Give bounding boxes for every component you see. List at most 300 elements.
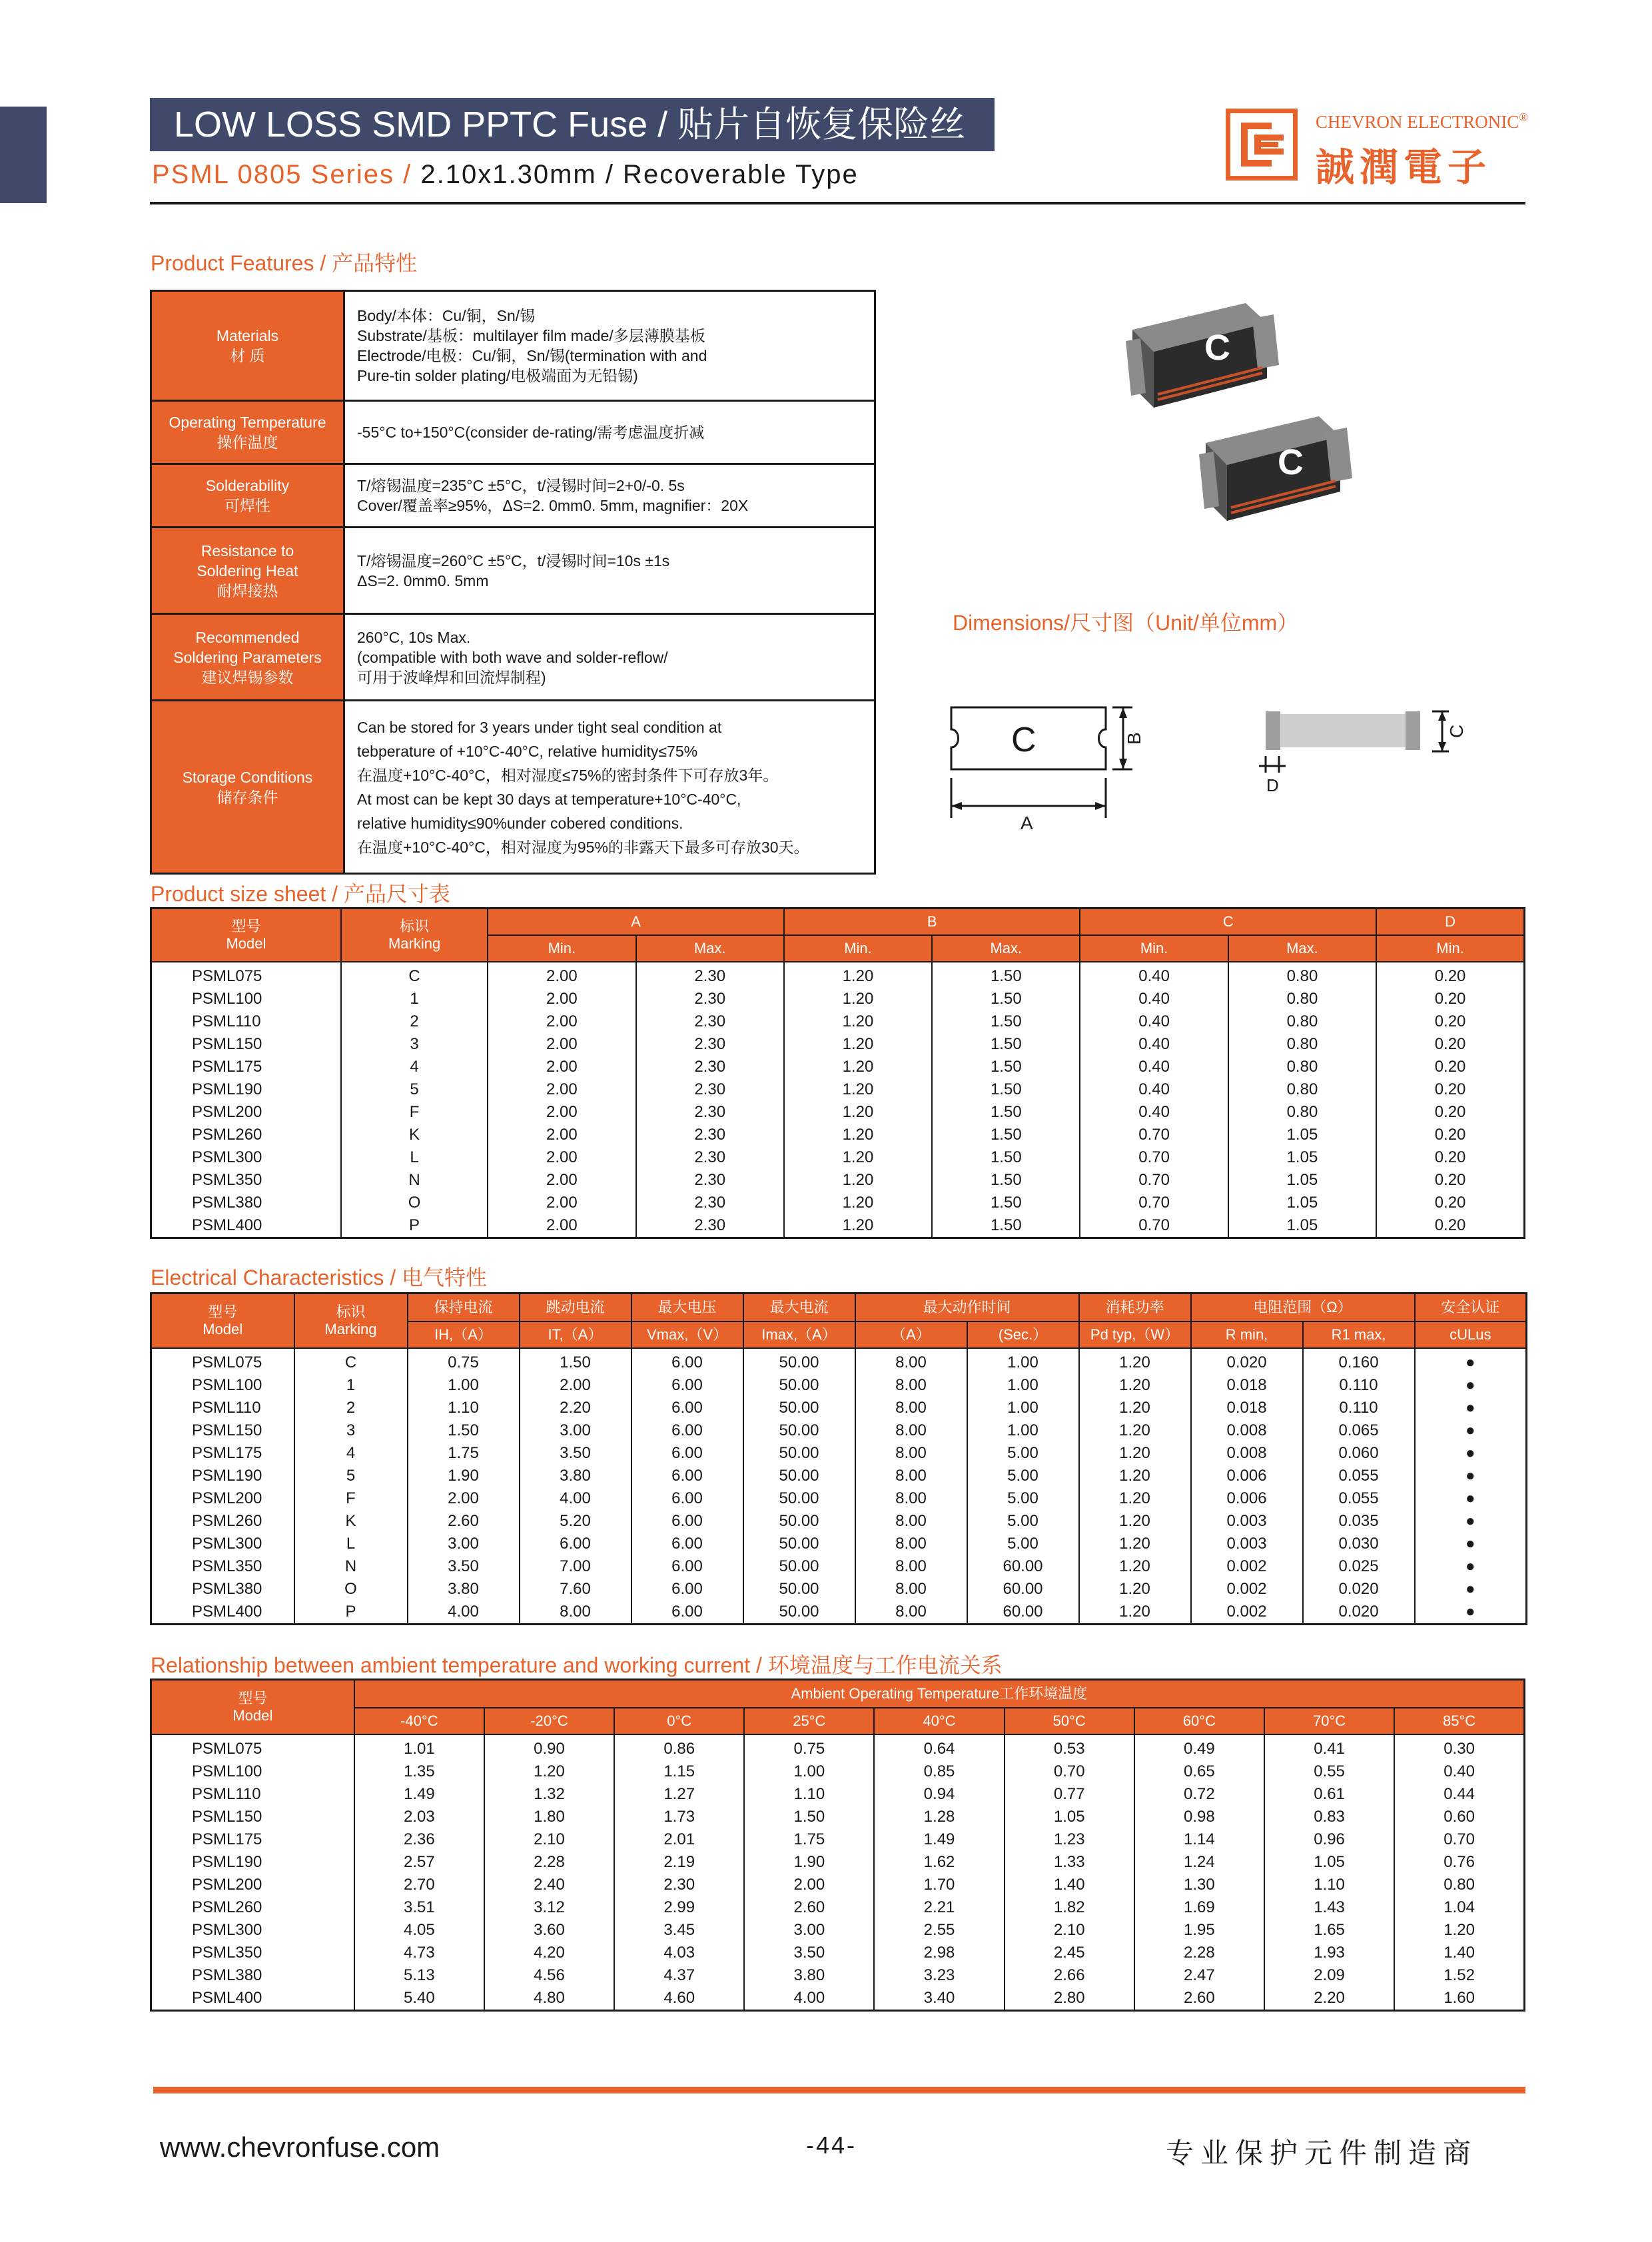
temp-subheader: 25°C: [744, 1708, 874, 1734]
table-cell: K: [341, 1124, 488, 1146]
temp-subheader: 50°C: [1005, 1708, 1134, 1734]
size-header-row: [151, 909, 1525, 935]
table-cell: ●: [1415, 1555, 1527, 1578]
feature-label-line: 建议焊锡参数: [201, 668, 294, 686]
feature-value: [344, 464, 875, 528]
electrical-table: [150, 1292, 1527, 1625]
feature-value: [344, 528, 875, 614]
table-cell: 1.95: [1134, 1919, 1264, 1942]
dimensions-title: Dimensions/尺寸图（Unit/单位mm）: [953, 611, 1299, 635]
table-cell: 2.30: [636, 1056, 784, 1078]
feature-label-line: 材 质: [230, 347, 265, 364]
feature-value-line: 可用于波峰焊和回流焊制程): [357, 668, 546, 686]
table-cell: 6.00: [631, 1419, 743, 1442]
table-cell: 1.20: [1079, 1487, 1191, 1510]
table-row: [151, 1533, 1527, 1555]
dimension-drawing: [946, 699, 1545, 839]
table-cell: 1.50: [932, 1033, 1080, 1056]
table-cell: 0.80: [1228, 1101, 1376, 1124]
table-cell: 1: [341, 988, 488, 1010]
table-cell: 1.00: [967, 1419, 1079, 1442]
table-cell: 50.00: [743, 1348, 855, 1374]
model-cell: PSML380: [151, 1578, 294, 1601]
table-cell: 5.00: [967, 1533, 1079, 1555]
elec-model-header: [151, 1294, 294, 1348]
temp-model-header-line: Model: [232, 1706, 273, 1724]
page-number: -44-: [806, 2131, 857, 2159]
table-cell: 3.80: [408, 1578, 520, 1601]
table-cell: 6.00: [631, 1578, 743, 1601]
table-cell: 2.66: [1005, 1964, 1134, 1987]
table-row: [151, 1578, 1527, 1601]
table-cell: ●: [1415, 1397, 1527, 1419]
table-cell: 0.055: [1303, 1465, 1415, 1487]
table-cell: N: [341, 1169, 488, 1192]
table-cell: 50.00: [743, 1397, 855, 1419]
table-cell: 4.00: [408, 1601, 520, 1625]
table-cell: 0.20: [1376, 1169, 1524, 1192]
table-cell: 0.065: [1303, 1419, 1415, 1442]
table-cell: 3.00: [520, 1419, 631, 1442]
feature-value-line: ΔS=2. 0mm0. 5mm: [357, 571, 489, 589]
chip-marking-1: C: [1204, 328, 1230, 368]
table-cell: 0.20: [1376, 1056, 1524, 1078]
table-cell: 1.20: [1079, 1533, 1191, 1555]
table-cell: 8.00: [855, 1555, 967, 1578]
elec-model-header-line: 型号: [208, 1303, 238, 1320]
feature-value-line: Substrate/基板：multilayer film made/多层薄膜基板: [357, 327, 705, 344]
feature-row: [151, 528, 875, 614]
elec-subheader: R1 max,: [1303, 1321, 1415, 1348]
table-cell: 1.20: [1394, 1919, 1524, 1942]
model-cell: PSML260: [151, 1896, 354, 1919]
table-cell: 0.055: [1303, 1487, 1415, 1510]
table-cell: 0.20: [1376, 1146, 1524, 1169]
table-cell: 0.90: [484, 1734, 614, 1760]
feature-label-line: Storage Conditions: [182, 768, 313, 786]
table-cell: 7.00: [520, 1555, 631, 1578]
size-table: [150, 907, 1525, 1239]
table-cell: 1.14: [1134, 1828, 1264, 1851]
table-cell: 1.50: [932, 988, 1080, 1010]
table-row: [151, 1487, 1527, 1510]
table-cell: C: [294, 1348, 408, 1374]
elec-subheader: cULus: [1415, 1321, 1527, 1348]
table-cell: 0.020: [1191, 1348, 1303, 1374]
model-cell: PSML110: [151, 1397, 294, 1419]
table-cell: 1.00: [967, 1374, 1079, 1397]
feature-value-line: Can be stored for 3 years under tight seal condition at: [357, 718, 722, 736]
table-cell: 1.20: [784, 1124, 932, 1146]
table-cell: 0.96: [1264, 1828, 1394, 1851]
table-cell: 0.80: [1228, 1010, 1376, 1033]
table-cell: 1.73: [614, 1806, 744, 1828]
table-cell: 2.00: [488, 1192, 635, 1214]
table-cell: 50.00: [743, 1465, 855, 1487]
table-cell: 0.40: [1394, 1760, 1524, 1783]
feature-label-line: Solderability: [205, 477, 290, 494]
table-cell: 60.00: [967, 1601, 1079, 1625]
table-cell: 0.20: [1376, 1192, 1524, 1214]
table-cell: 0.002: [1191, 1601, 1303, 1625]
table-cell: 1.05: [1228, 1124, 1376, 1146]
table-row: [151, 1397, 1527, 1419]
model-cell: PSML110: [151, 1783, 354, 1806]
table-cell: 0.70: [1080, 1214, 1228, 1238]
table-cell: P: [294, 1601, 408, 1625]
table-cell: 2.00: [488, 1078, 635, 1101]
table-cell: 1.40: [1394, 1942, 1524, 1964]
dim-mark-label: C: [1011, 721, 1036, 759]
model-cell: PSML110: [151, 1010, 341, 1033]
table-cell: 3.45: [614, 1919, 744, 1942]
feature-value-line: 在温度+10°C-40°C，相对湿度为95%的非露天下最多可存放30天。: [357, 838, 809, 856]
table-cell: 2.30: [636, 1146, 784, 1169]
table-cell: 1.70: [874, 1874, 1004, 1896]
table-cell: 1.05: [1228, 1192, 1376, 1214]
elec-marking-header-line: 标识: [336, 1303, 366, 1320]
table-cell: 5.00: [967, 1487, 1079, 1510]
feature-label-line: Recommended: [195, 628, 300, 646]
dim-d-label: D: [1266, 775, 1279, 795]
table-cell: 2.98: [874, 1942, 1004, 1964]
table-cell: 0.002: [1191, 1578, 1303, 1601]
table-cell: 0.003: [1191, 1533, 1303, 1555]
table-cell: 1.20: [484, 1760, 614, 1783]
temp-subheader: 60°C: [1134, 1708, 1264, 1734]
elec-subheader: (Sec.）: [967, 1321, 1079, 1348]
table-cell: 2.00: [744, 1874, 874, 1896]
elec-marking-header-line: Marking: [324, 1320, 377, 1337]
table-cell: ●: [1415, 1487, 1527, 1510]
table-cell: 0.40: [1080, 1010, 1228, 1033]
table-cell: 6.00: [631, 1348, 743, 1374]
table-cell: 1.30: [1134, 1874, 1264, 1896]
table-cell: 6.00: [631, 1533, 743, 1555]
table-cell: 0.20: [1376, 962, 1524, 988]
size-model-header: [151, 909, 341, 962]
table-cell: 2.20: [1264, 1987, 1394, 2011]
temp-subheader: 40°C: [874, 1708, 1004, 1734]
table-cell: 1.20: [784, 1010, 932, 1033]
elec-group-header: 最大电流: [743, 1294, 855, 1321]
table-cell: 0.70: [1080, 1124, 1228, 1146]
series-name: PSML 0805 Series /: [152, 160, 421, 189]
electrical-heading: Electrical Characteristics / 电气特性: [151, 1266, 487, 1290]
model-cell: PSML075: [151, 1734, 354, 1760]
table-cell: 1.65: [1264, 1919, 1394, 1942]
table-cell: 1.28: [874, 1806, 1004, 1828]
feature-label: [151, 464, 344, 528]
model-cell: PSML150: [151, 1806, 354, 1828]
table-cell: 2.19: [614, 1851, 744, 1874]
model-cell: PSML350: [151, 1169, 341, 1192]
table-row: [151, 988, 1525, 1010]
table-cell: ●: [1415, 1578, 1527, 1601]
table-cell: 2.47: [1134, 1964, 1264, 1987]
table-cell: 0.40: [1080, 1101, 1228, 1124]
table-cell: 2.30: [636, 1078, 784, 1101]
size-marking-header-line: Marking: [388, 934, 441, 952]
size-group-header: C: [1080, 909, 1376, 935]
feature-label: [151, 401, 344, 464]
elec-subheader: R min,: [1191, 1321, 1303, 1348]
table-row: [151, 1010, 1525, 1033]
table-cell: 1.01: [354, 1734, 484, 1760]
table-cell: 4.73: [354, 1942, 484, 1964]
table-row: [151, 1919, 1525, 1942]
dim-a-label: A: [1021, 813, 1033, 833]
table-row: [151, 1101, 1525, 1124]
table-cell: 1.60: [1394, 1987, 1524, 2011]
table-cell: 0.75: [744, 1734, 874, 1760]
footer-url[interactable]: www.chevronfuse.com: [160, 2131, 440, 2163]
table-cell: 1.05: [1264, 1851, 1394, 1874]
table-cell: 0.65: [1134, 1760, 1264, 1783]
table-cell: 2.60: [744, 1896, 874, 1919]
table-cell: 2.00: [488, 1056, 635, 1078]
elec-group-header: 安全认证: [1415, 1294, 1527, 1321]
page-title: LOW LOSS SMD PPTC Fuse / 贴片自恢复保险丝: [150, 98, 995, 151]
table-cell: 0.83: [1264, 1806, 1394, 1828]
model-cell: PSML175: [151, 1828, 354, 1851]
table-cell: 0.80: [1228, 1078, 1376, 1101]
table-cell: ●: [1415, 1465, 1527, 1487]
feature-value-line: relative humidity≤90%under cobered conditions.: [357, 814, 683, 832]
table-cell: 2.30: [636, 1033, 784, 1056]
table-cell: 0.60: [1394, 1806, 1524, 1828]
table-cell: 2.28: [484, 1851, 614, 1874]
table-cell: 2.00: [488, 988, 635, 1010]
model-cell: PSML350: [151, 1942, 354, 1964]
table-cell: 0.20: [1376, 1124, 1524, 1146]
feature-label-line: Soldering Parameters: [173, 648, 322, 666]
table-cell: 2.30: [636, 1101, 784, 1124]
table-cell: 0.40: [1080, 988, 1228, 1010]
table-cell: 0.80: [1228, 1056, 1376, 1078]
table-cell: 0.020: [1303, 1578, 1415, 1601]
size-subheader: Max.: [1228, 935, 1376, 962]
model-cell: PSML300: [151, 1146, 341, 1169]
temp-subheader: -20°C: [484, 1708, 614, 1734]
table-row: [151, 1192, 1525, 1214]
elec-subheader: IH,（A）: [408, 1321, 520, 1348]
table-cell: O: [341, 1192, 488, 1214]
table-cell: 5.00: [967, 1465, 1079, 1487]
table-row: [151, 1601, 1527, 1625]
temp-group-header: Ambient Operating Temperature工作环境温度: [354, 1680, 1525, 1708]
table-cell: 50.00: [743, 1555, 855, 1578]
table-cell: 1.49: [874, 1828, 1004, 1851]
table-cell: ●: [1415, 1533, 1527, 1555]
feature-label-line: 耐焊接热: [216, 581, 278, 599]
table-cell: 0.98: [1134, 1806, 1264, 1828]
table-cell: 2.00: [488, 962, 635, 988]
table-row: [151, 1874, 1525, 1896]
temp-subheader: -40°C: [354, 1708, 484, 1734]
feature-label-line: 操作温度: [216, 434, 278, 451]
table-cell: O: [294, 1578, 408, 1601]
table-cell: 2: [341, 1010, 488, 1033]
dim-c-label: C: [1446, 724, 1467, 738]
table-row: [151, 1987, 1525, 2011]
table-row: [151, 1442, 1527, 1465]
feature-value-line: T/熔锡温度=235°C ±5°C，t/浸锡时间=2+0/-0. 5s: [357, 477, 685, 494]
product-photo: [1119, 293, 1372, 546]
table-cell: 1.50: [932, 962, 1080, 988]
table-cell: 1.23: [1005, 1828, 1134, 1851]
feature-value-line: (compatible with both wave and solder-reflow/: [357, 648, 668, 666]
table-cell: 0.41: [1264, 1734, 1394, 1760]
table-cell: 1.27: [614, 1783, 744, 1806]
table-row: [151, 1214, 1525, 1238]
table-cell: 0.20: [1376, 1033, 1524, 1056]
table-cell: 0.64: [874, 1734, 1004, 1760]
table-row: [151, 1146, 1525, 1169]
table-cell: 2.30: [636, 962, 784, 988]
feature-label: [151, 291, 344, 401]
footer-tagline: 专业保护元件制造商: [1166, 2137, 1478, 2169]
elec-group-header: 电阻范围（Ω）: [1191, 1294, 1415, 1321]
table-cell: 50.00: [743, 1419, 855, 1442]
table-cell: 6.00: [631, 1510, 743, 1533]
table-cell: 4.00: [744, 1987, 874, 2011]
feature-value: [344, 614, 875, 701]
table-cell: 0.85: [874, 1760, 1004, 1783]
feature-row: [151, 614, 875, 701]
model-cell: PSML400: [151, 1601, 294, 1625]
table-cell: 2.30: [636, 1192, 784, 1214]
model-cell: PSML400: [151, 1987, 354, 2011]
size-subheader: Max.: [636, 935, 784, 962]
model-cell: PSML350: [151, 1555, 294, 1578]
table-cell: 1.20: [784, 988, 932, 1010]
table-cell: 3.50: [408, 1555, 520, 1578]
table-cell: 1.75: [744, 1828, 874, 1851]
model-cell: PSML150: [151, 1033, 341, 1056]
table-cell: 6.00: [631, 1374, 743, 1397]
table-cell: 1: [294, 1374, 408, 1397]
table-row: [151, 1348, 1527, 1374]
size-subheader: Min.: [1080, 935, 1228, 962]
model-cell: PSML100: [151, 988, 341, 1010]
table-cell: 1.52: [1394, 1964, 1524, 1987]
table-cell: 8.00: [855, 1533, 967, 1555]
table-cell: 0.002: [1191, 1555, 1303, 1578]
table-row: [151, 1419, 1527, 1442]
table-row: [151, 1760, 1525, 1783]
size-marking-header: [341, 909, 488, 962]
table-cell: 1.20: [1079, 1465, 1191, 1487]
table-cell: 4: [341, 1056, 488, 1078]
feature-label: [151, 701, 344, 874]
table-cell: 1.35: [354, 1760, 484, 1783]
table-cell: 2.57: [354, 1851, 484, 1874]
feature-value-line: 在温度+10°C-40°C，相对湿度≤75%的密封条件下可存放3年。: [357, 766, 779, 784]
table-cell: 0.008: [1191, 1442, 1303, 1465]
feature-label-line: Operating Temperature: [169, 414, 326, 431]
elec-subheader: Imax,（A）: [743, 1321, 855, 1348]
table-cell: 1.82: [1005, 1896, 1134, 1919]
feature-row: [151, 291, 875, 401]
table-cell: 60.00: [967, 1555, 1079, 1578]
size-group-header: D: [1376, 909, 1524, 935]
table-cell: 8.00: [855, 1465, 967, 1487]
elec-subheader: IT,（A）: [520, 1321, 631, 1348]
table-cell: 5: [294, 1465, 408, 1487]
table-cell: 8.00: [855, 1510, 967, 1533]
table-cell: 0.20: [1376, 1010, 1524, 1033]
feature-label-line: Materials: [216, 327, 279, 344]
table-cell: 0.55: [1264, 1760, 1394, 1783]
table-cell: 3: [294, 1419, 408, 1442]
temp-header-row: [151, 1680, 1525, 1708]
table-cell: 2.40: [484, 1874, 614, 1896]
table-cell: 3.23: [874, 1964, 1004, 1987]
size-subheader: Min.: [488, 935, 635, 962]
table-cell: 1.80: [484, 1806, 614, 1828]
table-cell: 3: [341, 1033, 488, 1056]
table-cell: 3.80: [744, 1964, 874, 1987]
table-cell: 8.00: [855, 1397, 967, 1419]
elec-marking-header: [294, 1294, 408, 1348]
table-cell: 8.00: [855, 1442, 967, 1465]
table-cell: 4.03: [614, 1942, 744, 1964]
table-row: [151, 1033, 1525, 1056]
feature-label-line: Resistance to: [201, 542, 294, 560]
table-cell: 0.72: [1134, 1783, 1264, 1806]
table-row: [151, 1783, 1525, 1806]
size-sheet-heading: Product size sheet / 产品尺寸表: [151, 882, 450, 906]
table-cell: 4.00: [520, 1487, 631, 1510]
feature-value: [344, 401, 875, 464]
table-row: [151, 1078, 1525, 1101]
table-cell: 60.00: [967, 1578, 1079, 1601]
table-cell: 1.00: [967, 1348, 1079, 1374]
table-cell: 1.50: [932, 1078, 1080, 1101]
table-cell: 0.44: [1394, 1783, 1524, 1806]
model-cell: PSML175: [151, 1442, 294, 1465]
table-cell: 0.018: [1191, 1374, 1303, 1397]
table-cell: 1.50: [408, 1419, 520, 1442]
table-cell: 8.00: [855, 1578, 967, 1601]
size-subheader: Max.: [932, 935, 1080, 962]
table-cell: 1.20: [784, 1192, 932, 1214]
size-model-header-line: 型号: [231, 917, 261, 934]
table-cell: 0.20: [1376, 1101, 1524, 1124]
table-cell: 1.50: [932, 1214, 1080, 1238]
table-cell: 0.94: [874, 1783, 1004, 1806]
table-cell: 0.20: [1376, 1214, 1524, 1238]
table-cell: 3.80: [520, 1465, 631, 1487]
table-cell: 1.50: [932, 1169, 1080, 1192]
table-cell: 0.70: [1394, 1828, 1524, 1851]
elec-subheader: Pd typ,（W）: [1079, 1321, 1191, 1348]
table-cell: 1.10: [744, 1783, 874, 1806]
size-model-header-line: Model: [226, 934, 266, 952]
table-cell: 2.00: [488, 1033, 635, 1056]
feature-label: [151, 614, 344, 701]
feature-row: [151, 464, 875, 528]
table-cell: 1.32: [484, 1783, 614, 1806]
temp-subheader: 70°C: [1264, 1708, 1394, 1734]
temp-subheader-row: [151, 1708, 1525, 1734]
table-cell: 1.20: [1079, 1555, 1191, 1578]
table-cell: 0.70: [1080, 1169, 1228, 1192]
model-cell: PSML260: [151, 1124, 341, 1146]
table-cell: 1.20: [784, 1146, 932, 1169]
table-row: [151, 1169, 1525, 1192]
